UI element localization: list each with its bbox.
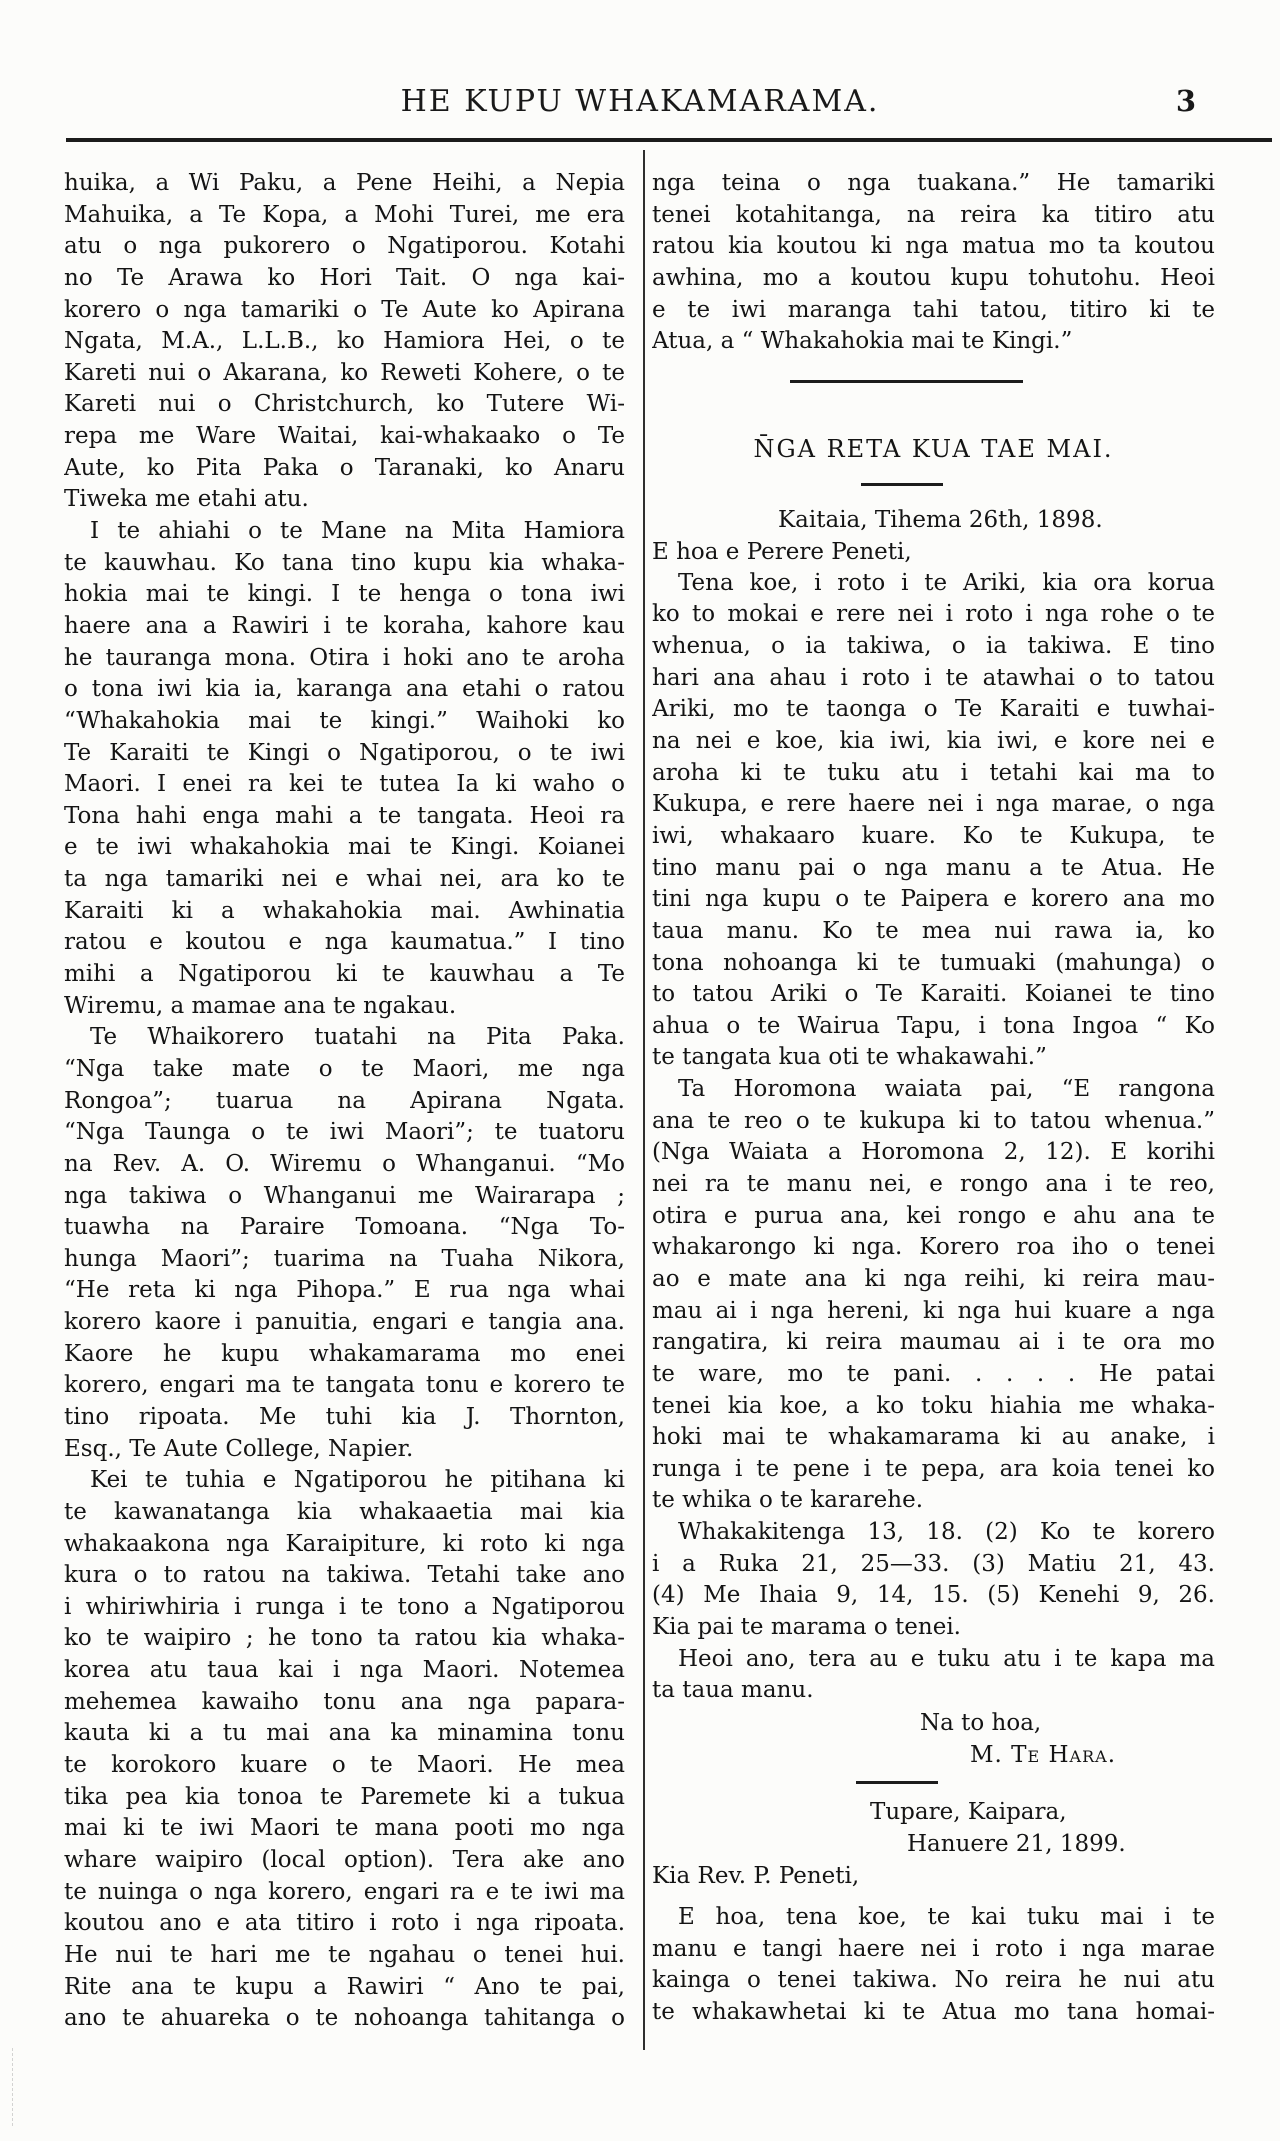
text-line: huika, a Wi Paku, a Pene Heihi, a Nepia xyxy=(64,170,625,196)
text-line: (Nga Waiata a Horomona 2, 12). E korihi xyxy=(652,1139,1215,1166)
text-line: korero o nga tamariki o Te Aute ko Apirana xyxy=(64,296,625,323)
text-line: tenei kotahitanga, na reira ka titiro atu xyxy=(652,201,1215,228)
text-line: hoki mai te whakamarama ki au anake, i xyxy=(652,1424,1215,1451)
text-line: Karaiti ki a whakahokia mai. Awhinatia xyxy=(64,897,625,924)
text-line: ta taua manu. xyxy=(652,1677,814,1704)
text-line: te tangata kua oti te whakawahi.” xyxy=(652,1044,1047,1071)
text-line: Ngata, M.A., L.L.B., ko Hamiora Hei, o te xyxy=(64,328,625,355)
text-line: te korokoro kuare o te Maori. He mea xyxy=(64,1752,625,1779)
text-line: tika pea kia tonoa te Paremete ki a tukua xyxy=(64,1783,625,1810)
text-line: korea atu taua kai i nga Maori. Notemea xyxy=(64,1657,625,1684)
letter2-date: Hanuere 21, 1899. xyxy=(907,1830,1126,1857)
text-line: na Rev. A. O. Wiremu o Whanganui. “Mo xyxy=(64,1150,625,1177)
letter1-signature: M. Te Hara. xyxy=(970,1741,1117,1768)
masthead-title: HE KUPU WHAKAMARAMA. xyxy=(400,84,880,119)
text-line: na nei e koe, kia iwi, kia iwi, e kore nei e xyxy=(652,728,1215,755)
text-line: runga i te pene i te pepa, ara koia tenei ko xyxy=(652,1455,1215,1482)
text-line: Aute, ko Pita Paka o Taranaki, ko Anaru xyxy=(64,454,625,481)
text-line: Kareti nui o Akarana, ko Reweti Kohere, o te xyxy=(64,359,625,386)
text-line: Kaore he kupu whakamarama mo enei xyxy=(64,1340,625,1367)
text-line: mihi a Ngatiporou ki te kauwhau a Te xyxy=(64,961,625,988)
text-line: mehemea kawaiho tonu ana nga papara- xyxy=(64,1688,625,1715)
text-line: te ware, mo te pani. . . . . He patai xyxy=(652,1360,1215,1387)
letter1-dateline: Kaitaia, Tihema 26th, 1898. xyxy=(778,506,1103,533)
text-line: i a Ruka 21, 25—33. (3) Matiu 21, 43. xyxy=(652,1550,1215,1577)
text-line: mau ai i nga hereni, ki nga hui kuare a nga xyxy=(652,1297,1215,1324)
text-line: whakaakona nga Karaipiture, ki roto ki nga xyxy=(64,1530,625,1557)
text-line: hokia mai te kingi. I te henga o tona iwi xyxy=(64,581,625,608)
text-line: tenei kia koe, a ko toku hiahia me whaka- xyxy=(652,1392,1215,1419)
text-line: nga teina o nga tuakana.” He tamariki xyxy=(652,170,1215,196)
text-line: mai ki te iwi Maori te mana pooti mo nga xyxy=(64,1815,625,1842)
text-line: whenua, o ia takiwa, o ia takiwa. E tino xyxy=(652,633,1215,660)
text-line: i whiriwhiria i runga i te tono a Ngatiporou xyxy=(64,1593,625,1620)
letter2-body xyxy=(652,1902,1215,2029)
text-line: Whakakitenga 13, 18. (2) Ko te korero xyxy=(678,1519,1215,1546)
text-line: aroha ki te tuku atu i tetahi kai ma to xyxy=(652,759,1215,786)
text-line: no Te Arawa ko Hori Tait. O nga kai- xyxy=(64,264,625,291)
text-line: tuawha na Paraire Tomoana. “Nga To- xyxy=(64,1214,625,1241)
text-line: Kareti nui o Christchurch, ko Tutere Wi- xyxy=(64,391,625,418)
text-line: korero kaore i panuitia, engari e tangia ana. xyxy=(64,1309,625,1336)
text-line: (4) Me Ihaia 9, 14, 15. (5) Kenehi 9, 26. xyxy=(652,1582,1215,1609)
text-line: repa me Ware Waitai, kai-whakaako o Te xyxy=(64,423,625,450)
text-line: ao e mate ana ki nga reihi, ki reira mau- xyxy=(652,1265,1215,1292)
text-line: Kukupa, e rere haere nei i nga marae, o nga xyxy=(652,791,1215,818)
text-line: kauta ki a tu mai ana ka minamina tonu xyxy=(64,1720,625,1747)
text-line: kura o to ratou na takiwa. Tetahi take ano xyxy=(64,1562,625,1589)
text-line: tini nga kupu o te Paipera e korero ana mo xyxy=(652,886,1215,913)
text-line: Ariki, mo te taonga o Te Karaiti e tuwhai- xyxy=(652,696,1215,723)
letter2-place: Tupare, Kaipara, xyxy=(870,1798,1067,1825)
text-line: ta nga tamariki nei e whai nei, ara ko te xyxy=(64,866,625,893)
heading-underline-rule xyxy=(861,483,943,486)
text-line: otira e purua ana, kei rongo e ahu ana te xyxy=(652,1202,1215,1229)
text-line: “He reta ki nga Pihopa.” E rua nga whai xyxy=(64,1277,625,1304)
text-line: ko to mokai e rere nei i roto i nga rohe o te xyxy=(652,601,1215,628)
letter1-salutation: E hoa e Perere Peneti, xyxy=(652,538,912,565)
text-line: ko te waipiro ; he tono ta ratou kia whaka- xyxy=(64,1625,625,1652)
text-line: e te iwi whakahokia mai te Kingi. Koianei xyxy=(64,834,625,861)
text-line: Tona hahi enga mahi a te tangata. Heoi ra xyxy=(64,802,625,829)
text-line: nei ra te manu nei, e rongo ana i te reo, xyxy=(652,1171,1215,1198)
column-divider-rule xyxy=(643,150,645,2050)
text-line: “Nga take mate o te Maori, me nga xyxy=(64,1055,625,1082)
text-line: e te iwi maranga tahi tatou, titiro ki te xyxy=(652,296,1215,323)
text-line: Heoi ano, tera au e tuku atu i te kapa ma xyxy=(678,1645,1215,1672)
text-line: ano te ahuareka o te nohoanga tahitanga o xyxy=(64,2005,625,2032)
text-line: haere ana a Rawiri i te koraha, kahore kau xyxy=(64,612,625,639)
text-line: taua manu. Ko te mea nui rawa ia, ko xyxy=(652,917,1215,944)
page-number: 3 xyxy=(1175,84,1196,118)
text-line: Rongoa”; tuarua na Apirana Ngata. xyxy=(64,1087,625,1114)
text-line: Maori. I enei ra kei te tutea Ia ki waho o xyxy=(64,771,625,798)
text-line: atu o nga pukorero o Ngatiporou. Kotahi xyxy=(64,233,625,260)
text-line: Te Whaikorero tuatahi na Pita Paka. xyxy=(90,1024,625,1051)
text-line: whare waipiro (local option). Tera ake ano xyxy=(64,1846,625,1873)
text-line: He nui te hari me te ngahau o tenei hui. xyxy=(64,1941,625,1968)
left-column xyxy=(64,168,625,2035)
text-line: korero, engari ma te tangata tonu e korero te xyxy=(64,1372,625,1399)
text-line: Ta Horomona waiata pai, “E rangona xyxy=(678,1076,1215,1103)
section-divider-rule xyxy=(790,380,1023,383)
text-line: tona nohoanga ki te tumuaki (mahunga) o xyxy=(652,949,1215,976)
text-line: to tatou Ariki o Te Karaiti. Koianei te tino xyxy=(652,981,1215,1008)
letter1-signoff: Na to hoa, xyxy=(920,1709,1042,1736)
text-line: Esq., Te Aute College, Napier. xyxy=(64,1435,414,1462)
text-line: te kawanatanga kia whakaaetia mai kia xyxy=(64,1498,625,1525)
section-heading: N̄GA RETA KUA TAE MAI. xyxy=(753,434,1114,463)
text-line: ratou e koutou e nga kaumatua.” I tino xyxy=(64,929,625,956)
text-line: o tona iwi kia ia, karanga ana etahi o ratou xyxy=(64,676,625,703)
text-line: Wiremu, a mamae ana te ngakau. xyxy=(64,992,457,1019)
left-column-text xyxy=(64,168,625,2035)
text-line: ratou kia koutou ki nga matua mo ta koutou xyxy=(652,233,1215,260)
opening-paragraph xyxy=(652,168,1215,358)
letter1-body xyxy=(652,568,1215,1707)
text-line: hunga Maori”; tuarima na Tuaha Nikora, xyxy=(64,1245,625,1272)
header-rule xyxy=(66,138,1272,142)
text-line: kainga o tenei takiwa. No reira he nui atu xyxy=(652,1967,1215,1994)
text-line: iwi, whakaaro kuare. Ko te Kukupa, te xyxy=(652,822,1215,849)
text-line: te whika o te kararehe. xyxy=(652,1487,924,1514)
text-line: manu e tangi haere nei i roto i nga marae xyxy=(652,1935,1215,1962)
right-column xyxy=(652,168,1215,2028)
text-line: te nuinga o nga korero, engari ra e te iwi ma xyxy=(64,1878,625,1905)
text-line: rangatira, ki reira maumau ai i te ora mo xyxy=(652,1329,1215,1356)
text-line: Mahuika, a Te Kopa, a Mohi Turei, me era xyxy=(64,201,625,228)
text-line: te kauwhau. Ko tana tino kupu kia whaka- xyxy=(64,549,625,576)
text-line: nga takiwa o Whanganui me Wairarapa ; xyxy=(64,1182,625,1209)
text-line: Tiweka me etahi atu. xyxy=(64,486,309,513)
text-line: ana te reo o te kukupa ki to tatou whenua.” xyxy=(652,1107,1215,1134)
text-line: Kia pai te marama o tenei. xyxy=(652,1613,961,1640)
text-line: Kei te tuhia e Ngatiporou he pitihana ki xyxy=(90,1467,625,1494)
left-margin-mark xyxy=(12,2048,13,2126)
text-line: E hoa, tena koe, te kai tuku mai i te xyxy=(678,1903,1215,1930)
text-line: te whakawhetai ki te Atua mo tana homai- xyxy=(652,1998,1215,2025)
text-line: he tauranga mona. Otira i hoki ano te aroha xyxy=(64,644,625,671)
letter-divider-rule xyxy=(856,1781,938,1784)
text-line: Te Karaiti te Kingi o Ngatiporou, o te iwi xyxy=(64,739,625,766)
text-line: I te ahiahi o te Mane na Mita Hamiora xyxy=(90,518,625,545)
text-line: awhina, mo a koutou kupu tohutohu. Heoi xyxy=(652,264,1215,291)
text-line: Rite ana te kupu a Rawiri “ Ano te pai, xyxy=(64,1973,625,2000)
text-line: Atua, a “ Whakahokia mai te Kingi.” xyxy=(652,328,1073,355)
text-line: hari ana ahau i roto i te atawhai o to tatou xyxy=(652,664,1215,691)
text-line: ahua o te Wairua Tapu, i tona Ingoa “ Ko xyxy=(652,1012,1215,1039)
text-line: Tena koe, i roto i te Ariki, kia ora korua xyxy=(678,569,1215,596)
text-line: whakarongo ki nga. Korero roa iho o tenei xyxy=(652,1234,1215,1261)
letter2-salutation: Kia Rev. P. Peneti, xyxy=(652,1862,860,1889)
text-line: “Whakahokia mai te kingi.” Waihoki ko xyxy=(64,707,625,734)
text-line: tino ripoata. Me tuhi kia J. Thornton, xyxy=(64,1403,625,1430)
text-line: tino manu pai o nga manu a te Atua. He xyxy=(652,854,1215,881)
text-line: “Nga Taunga o te iwi Maori”; te tuatoru xyxy=(64,1119,625,1146)
text-line: koutou ano e ata titiro i roto i nga ripoata. xyxy=(64,1910,625,1937)
